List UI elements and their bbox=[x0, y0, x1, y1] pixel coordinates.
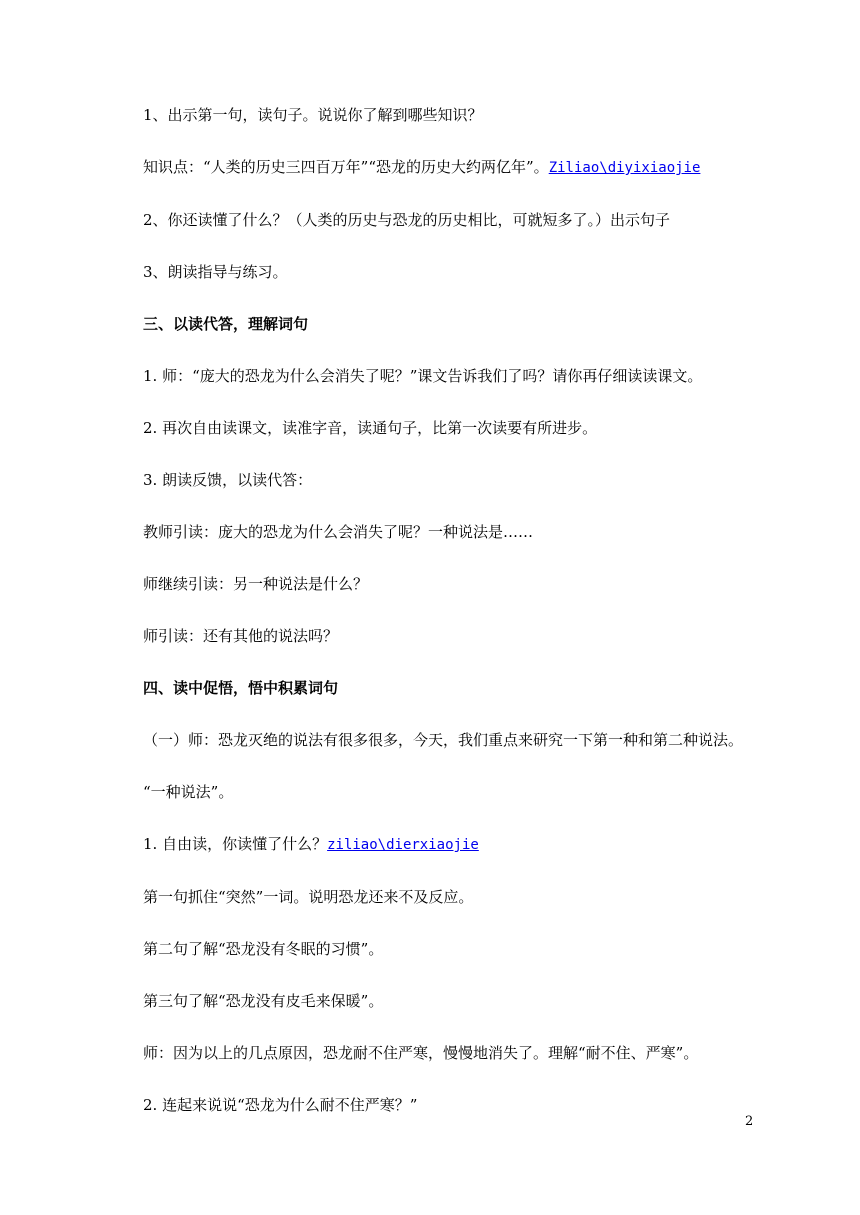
paragraph-18: 2. 连起来说说“恐龙为什么耐不住严寒？” bbox=[143, 1096, 418, 1114]
paragraph-2 bbox=[143, 154, 763, 182]
page-number: 2 bbox=[745, 1114, 754, 1129]
paragraph-17: 师：因为以上的几点原因，恐龙耐不住严寒，慢慢地消失了。理解“耐不住、严寒”。 bbox=[143, 1044, 699, 1062]
paragraph-13-text: 1. 自由读，你读懂了什么？ bbox=[143, 835, 328, 853]
link-diyixiaojie[interactable]: Ziliao\diyixiaojie bbox=[548, 160, 701, 176]
paragraph-13 bbox=[143, 831, 763, 859]
paragraph-1: 1、出示第一句，读句子。说说你了解到哪些知识？ bbox=[143, 106, 483, 124]
paragraph-10: 师引读：还有其他的说法吗？ bbox=[143, 627, 339, 645]
paragraph-16: 第三句了解“恐龙没有皮毛来保暖”。 bbox=[143, 992, 384, 1010]
paragraph-7: 3. 朗读反馈，以读代答： bbox=[143, 471, 313, 489]
paragraph-8: 教师引读：庞大的恐龙为什么会消失了呢？一种说法是…… bbox=[143, 523, 534, 541]
paragraph-3: 2、你还读懂了什么？（人类的历史与恐龙的历史相比，可就短多了。）出示句子 bbox=[143, 211, 671, 229]
paragraph-5: 1. 师：“庞大的恐龙为什么会消失了呢？”课文告诉我们了吗？请你再仔细读读课文。 bbox=[143, 367, 703, 385]
paragraph-9: 师继续引读：另一种说法是什么？ bbox=[143, 575, 369, 593]
paragraph-2-text: 知识点：“人类的历史三四百万年”“恐龙的历史大约两亿年”。 bbox=[143, 158, 549, 176]
paragraph-12: “一种说法”。 bbox=[143, 783, 234, 801]
paragraph-4: 3、朗读指导与练习。 bbox=[143, 263, 288, 281]
paragraph-11: （一）师：恐龙灭绝的说法有很多很多，今天，我们重点来研究一下第一种和第二种说法。 bbox=[143, 731, 744, 749]
paragraph-14: 第一句抓住“突然”一词。说明恐龙还来不及反应。 bbox=[143, 888, 474, 906]
paragraph-6: 2. 再次自由读课文，读准字音，读通句子，比第一次读要有所进步。 bbox=[143, 419, 598, 437]
paragraph-15: 第二句了解“恐龙没有冬眠的习惯”。 bbox=[143, 940, 384, 958]
section-heading-4: 四、读中促悟，悟中积累词句 bbox=[143, 679, 339, 697]
section-heading-3: 三、以读代答，理解词句 bbox=[143, 315, 309, 333]
link-dierxiaojie[interactable]: ziliao\dierxiaojie bbox=[327, 837, 479, 853]
document-body bbox=[143, 102, 763, 1144]
